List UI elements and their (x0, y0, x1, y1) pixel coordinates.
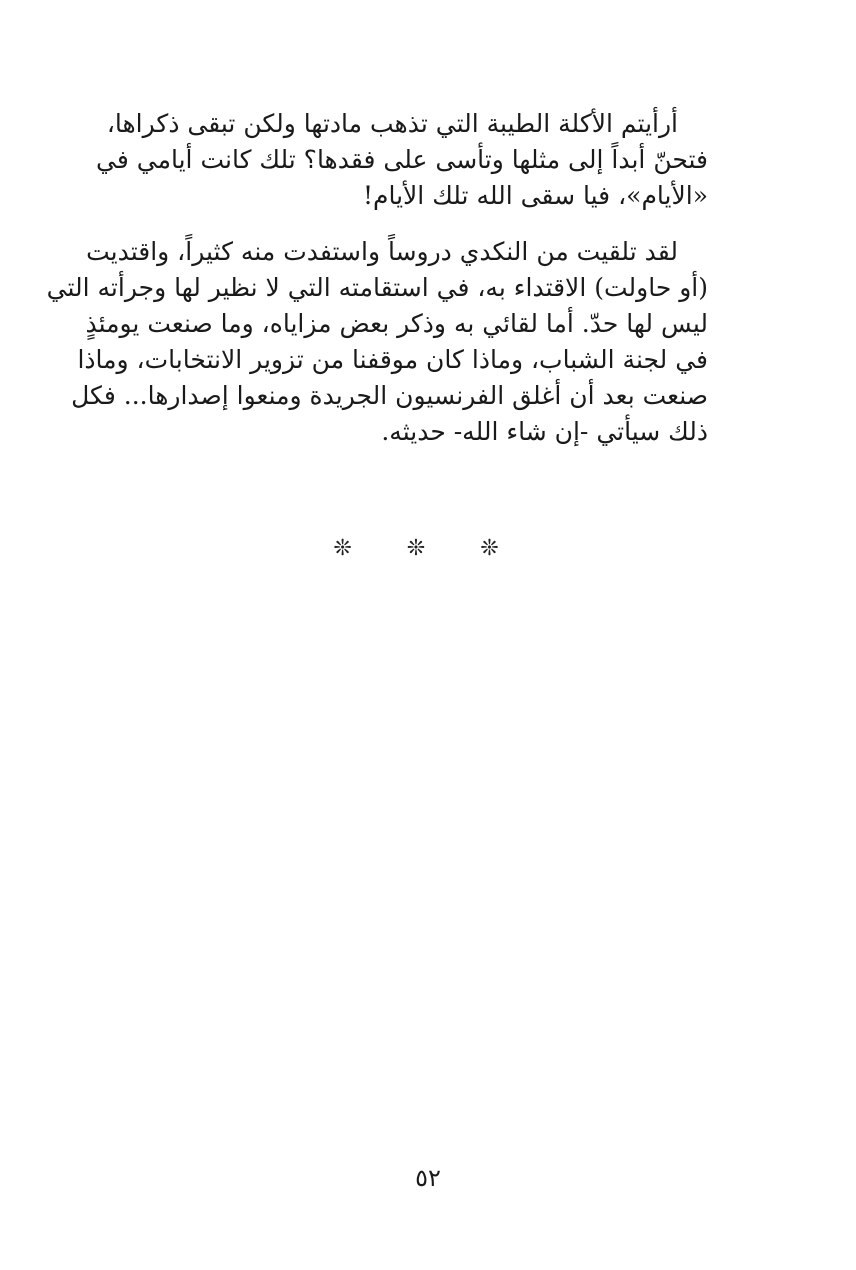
text-line: ليس لها حدّ. أما لقائي به وذكر بعض مزاياه، وما صنعت يومئذٍ (85, 309, 708, 338)
text-line: فتحنّ أبداً إلى مثلها وتأسى على فقدها؟ تلك كانت أيامي في (96, 145, 708, 174)
paragraph-2 (46, 234, 708, 450)
text-line: لقد تلقيت من النكدي دروساً واستفدت منه كثيراً، واقتديت (86, 237, 678, 266)
page-body (46, 106, 708, 450)
text-line: صنعت بعد أن أغلق الفرنسيون الجريدة ومنعوا إصدارها... فكل (71, 381, 708, 410)
section-separator: ❊ ❊ ❊ (333, 536, 523, 561)
text-line: (أو حاولت) الاقتداء به، في استقامته التي لا نظير لها وجرأته التي (46, 273, 708, 302)
paragraph-1 (96, 106, 708, 214)
text-line: «الأيام»، فيا سقى الله تلك الأيام! (362, 181, 708, 210)
text-line: في لجنة الشباب، وماذا كان موقفنا من تزوير الانتخابات، وماذا (77, 345, 708, 374)
text-line: أرأيتم الأكلة الطيبة التي تذهب مادتها ولكن تبقى ذكراها، (106, 109, 678, 138)
page-number: ٥٢ (415, 1164, 441, 1192)
text-line: ذلك سيأتي -إن شاء الله- حديثه. (381, 417, 708, 446)
